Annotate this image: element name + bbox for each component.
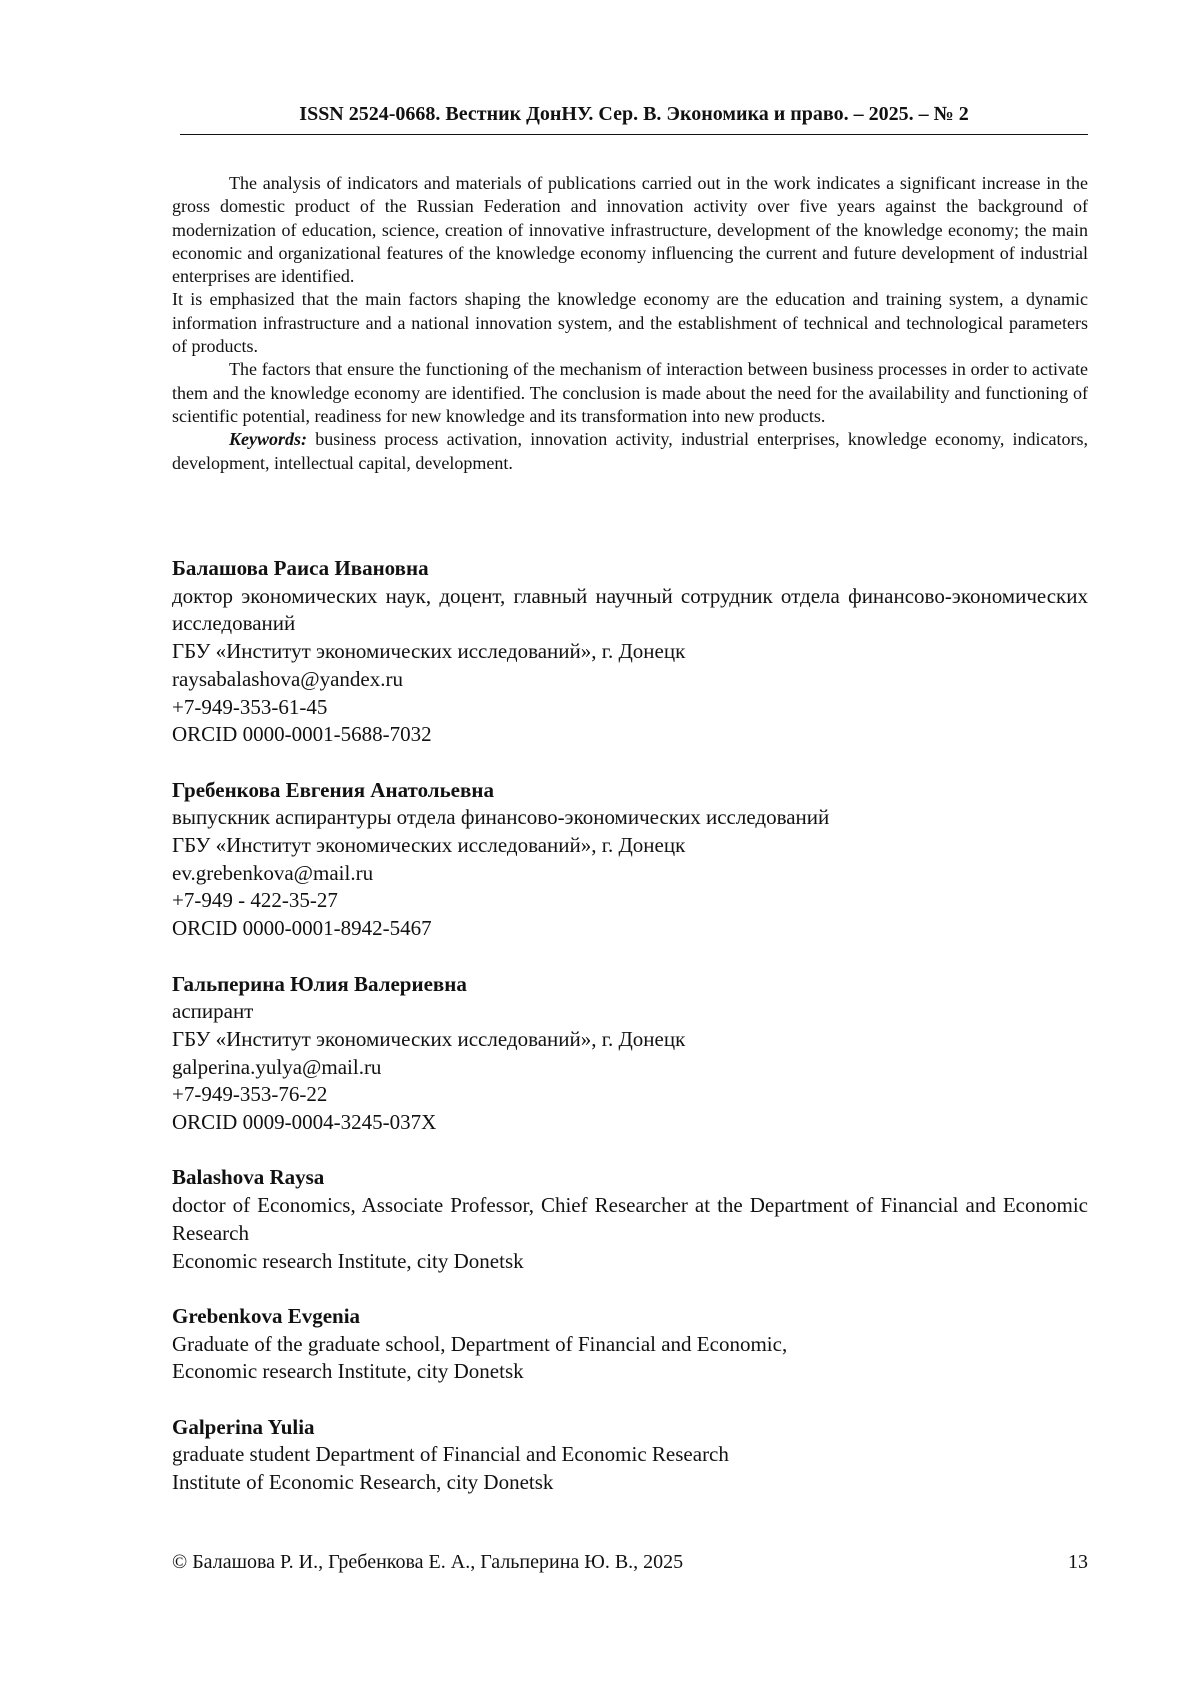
page-number: 13 xyxy=(1068,1551,1088,1573)
author-orcid: ORCID 0009-0004-3245-037X xyxy=(172,1110,437,1135)
running-header: ISSN 2524-0668. Вестник ДонНУ. Сер. В. Экономика и право. – 2025. – № 2 xyxy=(299,103,969,125)
author-ru-2 xyxy=(172,777,1088,943)
author-organization: Economic research Institute, city Donetsk xyxy=(172,1359,524,1384)
author-ru-3 xyxy=(172,971,1088,1137)
copyright-notice: © Балашова Р. И., Гребенкова Е. А., Гальперина Ю. В., 2025 xyxy=(172,1551,684,1573)
author-ru-1 xyxy=(172,555,1088,749)
author-en-3 xyxy=(172,1414,1088,1497)
author-organization: Institute of Economic Research, city Donetsk xyxy=(172,1470,554,1495)
author-en-2 xyxy=(172,1303,1088,1386)
author-organization: ГБУ «Институт экономических исследований», г. Донецк xyxy=(172,833,686,858)
author-email: raysabalashova@yandex.ru xyxy=(172,666,403,691)
author-position: аспирант xyxy=(172,999,254,1024)
author-phone: +7-949-353-76-22 xyxy=(172,1082,328,1107)
author-position: doctor of Economics, Associate Professor, Chief Researcher at the Department of Financial and Economic Research xyxy=(172,1193,1088,1245)
author-position: Graduate of the graduate school, Department of Financial and Economic, xyxy=(172,1331,788,1356)
keywords-text: business process activation, innovation activity, industrial enterprises, knowledge economy, indicators, development, intellectual capital, development. xyxy=(172,429,1088,473)
author-organization: Economic research Institute, city Donetsk xyxy=(172,1248,524,1273)
author-name: Balashova Raysa xyxy=(172,1165,325,1190)
author-en-1 xyxy=(172,1164,1088,1275)
author-phone: +7-949-353-61-45 xyxy=(172,694,328,719)
author-name: Grebenkova Evgenia xyxy=(172,1303,361,1328)
author-name: Galperina Yulia xyxy=(172,1414,315,1439)
author-email: galperina.yulya@mail.ru xyxy=(172,1054,382,1079)
author-email: ev.grebenkova@mail.ru xyxy=(172,860,374,885)
author-organization: ГБУ «Институт экономических исследований», г. Донецк xyxy=(172,1026,686,1051)
abstract-paragraph-2: It is emphasized that the main factors shaping the knowledge economy are the education and training system, a dynamic information infrastructure and a national innovation system, and the establishment of technical and technological parameters of products. xyxy=(172,289,1088,357)
abstract xyxy=(172,172,1088,475)
keywords-label: Keywords: xyxy=(229,429,307,450)
author-position: graduate student Department of Financial and Economic Research xyxy=(172,1442,729,1467)
abstract-paragraph-1: The analysis of indicators and materials of publications carried out in the work indicates a significant increase in the gross domestic product of the Russian Federation and innovation activity over five years against the background of modernization of education, science, creation of innovative infrastructure, development of the knowledge economy; the main economic and organizational features of the knowledge economy influencing the current and future development of industrial enterprises are identified. xyxy=(172,173,1088,287)
author-name: Гребенкова Евгения Анатольевна xyxy=(172,777,494,802)
author-orcid: ORCID 0000-0001-5688-7032 xyxy=(172,722,432,747)
author-name: Гальперина Юлия Валериевна xyxy=(172,971,467,996)
author-orcid: ORCID 0000-0001-8942-5467 xyxy=(172,916,432,941)
author-info xyxy=(172,555,1088,1525)
abstract-paragraph-3: The factors that ensure the functioning of the mechanism of interaction between business processes in order to activate them and the knowledge economy are identified. The conclusion is made about the need for the availability and functioning of scientific potential, readiness for new knowledge and its transformation into new products. xyxy=(172,359,1088,426)
author-name: Балашова Раиса Ивановна xyxy=(172,556,429,580)
keywords xyxy=(172,428,1088,475)
author-organization: ГБУ «Институт экономических исследований», г. Донецк xyxy=(172,639,686,664)
header-divider xyxy=(180,134,1088,135)
author-phone: +7-949 - 422-35-27 xyxy=(172,888,338,913)
author-position: доктор экономических наук, доцент, главный научный сотрудник отдела финансово-экономических исследований xyxy=(172,583,1088,636)
author-position: выпускник аспирантуры отдела финансово-экономических исследований xyxy=(172,805,830,830)
